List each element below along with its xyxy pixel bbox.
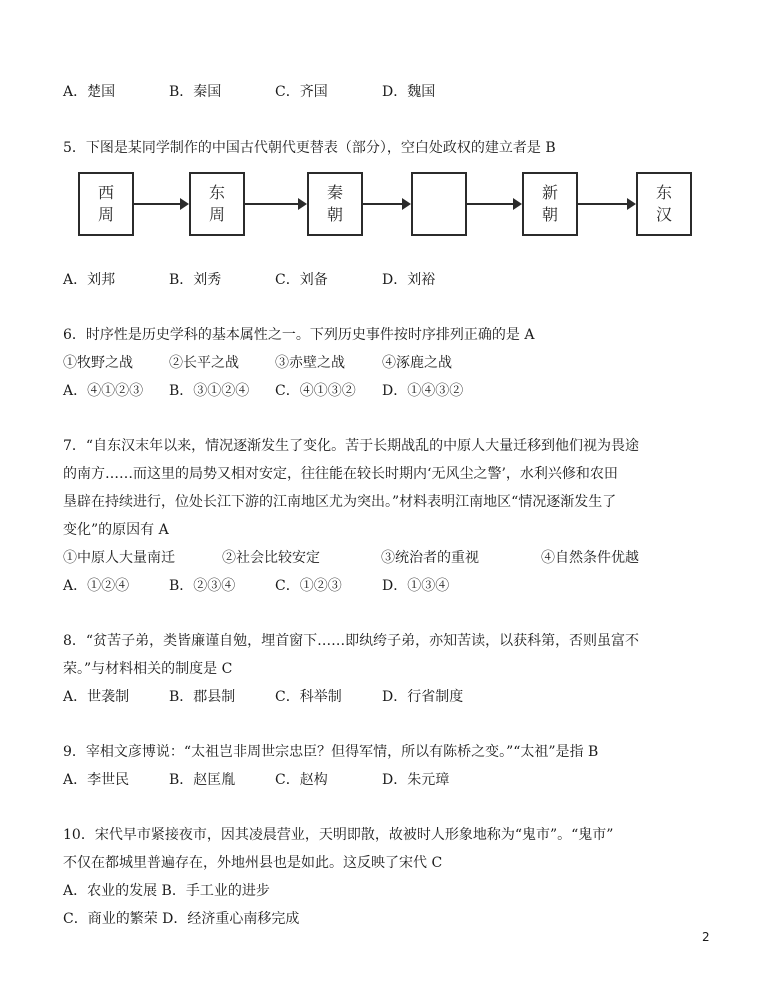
q5-option-a: A．刘邦 [63, 272, 116, 288]
q6-event-2: ②长平之战 [169, 355, 239, 371]
q5-option-c: C．刘备 [275, 272, 328, 288]
q6-event-4: ④涿鹿之战 [382, 355, 452, 371]
dynasty-box-1: 西周 [78, 172, 134, 236]
q9-option-c: C．赵构 [275, 772, 328, 788]
q7-item-1: ①中原人大量南迁 [63, 550, 175, 566]
q7-stem-line-4: 变化”的原因有 A [63, 522, 169, 538]
q8-option-b: B．郡县制 [169, 689, 236, 705]
page-number: 2 [702, 930, 710, 944]
q7-stem-line-1: 7．“自东汉末年以来，情况逐渐发生了变化。苦于长期战乱的中原人大量迁移到他们视为畏途 [63, 438, 640, 454]
q9-option-a: A．李世民 [63, 772, 130, 788]
q6-option-b: B．③①②④ [169, 383, 250, 399]
dynasty-box-5: 新朝 [522, 172, 578, 236]
arrow-3 [363, 203, 409, 205]
dynasty-chain-diagram [78, 170, 698, 242]
arrow-4 [467, 203, 520, 205]
q7-option-c: C．①②③ [275, 578, 342, 594]
q5-stem: 5．下图是某同学制作的中国古代朝代更替表（部分），空白处政权的建立者是 B [63, 140, 556, 156]
q10-options-line-1: A．农业的发展 B．手工业的进步 [63, 883, 270, 899]
q7-item-3: ③统治者的重视 [381, 550, 479, 566]
q4-option-a: A．楚国 [63, 84, 116, 100]
q9-stem: 9．宰相文彦博说：“太祖岂非周世宗忠臣？但得军情，所以有陈桥之变。”“太祖”是指 B [63, 744, 599, 760]
q7-option-a: A．①②④ [63, 578, 130, 594]
dynasty-box-2: 东周 [189, 172, 245, 236]
q7-stem-line-3: 垦辟在持续进行，位处长江下游的江南地区尤为突出。”材料表明江南地区“情况逐渐发生了 [63, 494, 617, 510]
q10-stem-line-2: 不仅在都城里普遍存在，外地州县也是如此。这反映了宋代 C [63, 855, 443, 871]
q4-option-c: C．齐国 [275, 84, 328, 100]
arrow-2 [245, 203, 305, 205]
q7-stem-line-2: 的南方……而这里的局势又相对安定，往往能在较长时期内‘无风尘之警’，水利兴修和农田 [63, 466, 618, 482]
q8-option-d: D．行省制度 [382, 689, 464, 705]
q8-stem-line-2: 荣。”与材料相关的制度是 C [63, 661, 233, 677]
arrow-1 [134, 203, 187, 205]
q10-options-line-2: C．商业的繁荣 D．经济重心南移完成 [63, 911, 300, 927]
q8-option-a: A．世袭制 [63, 689, 130, 705]
q5-option-d: D．刘裕 [382, 272, 436, 288]
q4-option-d: D．魏国 [382, 84, 436, 100]
q6-option-c: C．④①③② [275, 383, 356, 399]
q7-item-4: ④自然条件优越 [541, 550, 639, 566]
q6-event-3: ③赤壁之战 [275, 355, 345, 371]
q4-option-b: B．秦国 [169, 84, 222, 100]
dynasty-box-blank [411, 172, 467, 236]
dynasty-box-3: 秦朝 [307, 172, 363, 236]
q8-stem-line-1: 8．“贫苦子弟，类皆廉谨自勉，埋首窗下……即纨绔子弟，亦知苦读，以获科第，否则虽富不 [63, 633, 640, 649]
q6-event-1: ①牧野之战 [63, 355, 133, 371]
q6-option-a: A．④①②③ [63, 383, 144, 399]
q9-option-b: B．赵匡胤 [169, 772, 236, 788]
q6-stem: 6．时序性是历史学科的基本属性之一。下列历史事件按时序排列正确的是 A [63, 327, 535, 343]
q6-option-d: D．①④③② [382, 383, 464, 399]
q9-option-d: D．朱元璋 [382, 772, 450, 788]
q10-stem-line-1: 10．宋代早市紧接夜市，因其凌晨营业，天明即散，故被时人形象地称为“鬼市”。“鬼市” [63, 827, 614, 843]
q7-item-2: ②社会比较安定 [222, 550, 320, 566]
arrow-5 [578, 203, 634, 205]
q7-option-d: D．①③④ [382, 578, 450, 594]
dynasty-box-6: 东汉 [636, 172, 692, 236]
q8-option-c: C．科举制 [275, 689, 342, 705]
q7-option-b: B．②③④ [169, 578, 236, 594]
q5-option-b: B．刘秀 [169, 272, 222, 288]
